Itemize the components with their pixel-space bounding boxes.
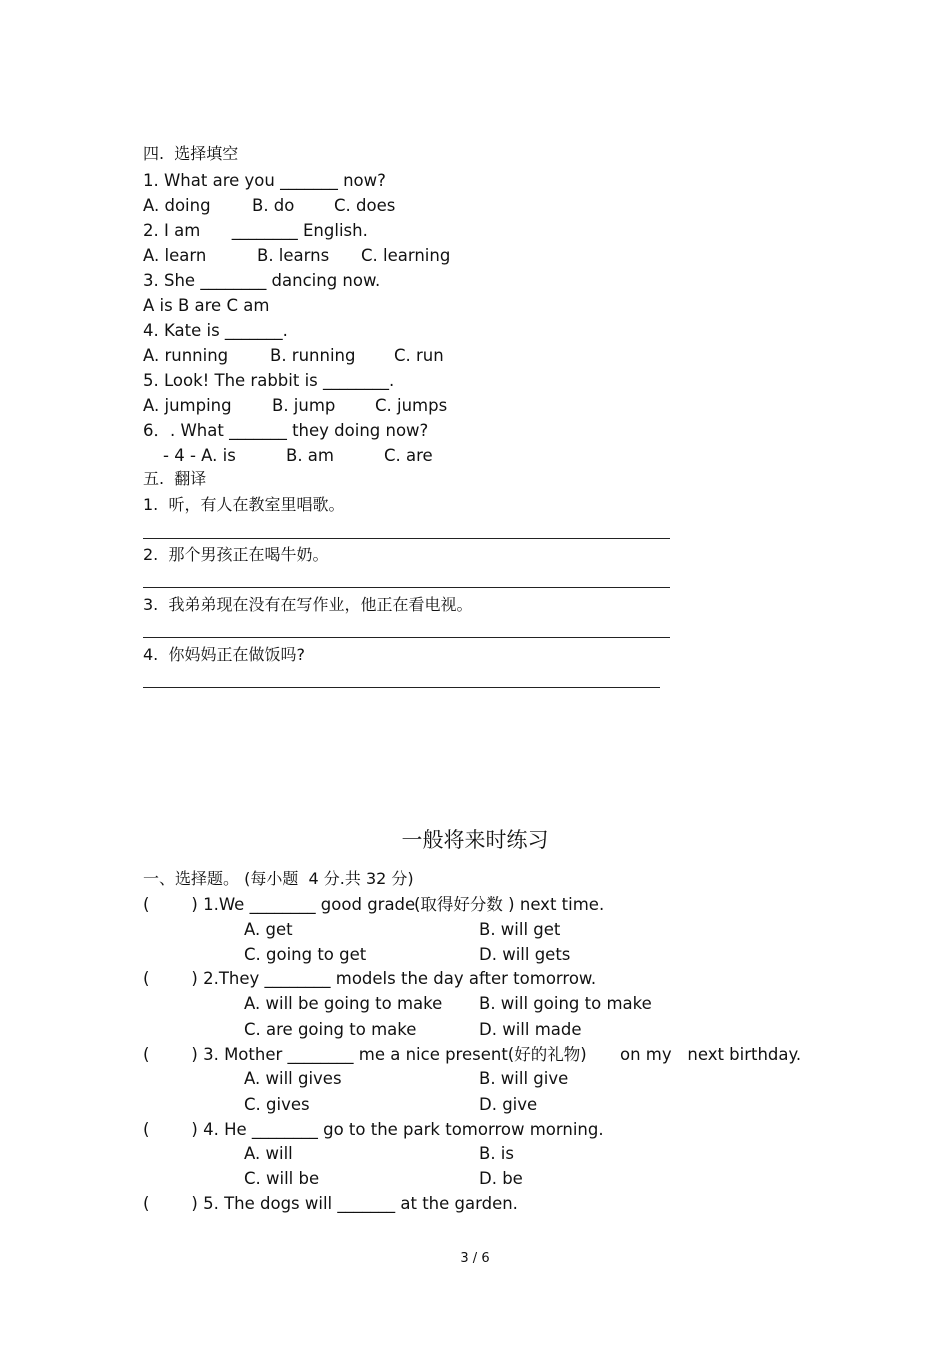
answer-line-1	[143, 538, 670, 539]
fq4-option-b: B. is	[479, 1144, 514, 1163]
fq4-option-a: A. will	[244, 1144, 293, 1163]
q6-option-b: B. am	[286, 446, 334, 465]
fq2-option-a: A. will be going to make	[244, 994, 443, 1013]
q1-option-a: A. doing	[143, 196, 211, 215]
translation-item-1: 1. 听，有人在教室里唱歌。	[143, 495, 345, 514]
fq3-tail: on my next birthday.	[620, 1045, 802, 1064]
fq3-stem: ( ) 3. Mother ________ me a nice present(好的礼物)	[143, 1045, 587, 1064]
translation-item-2: 2. 那个男孩正在喝牛奶。	[143, 545, 329, 564]
q3-stem: 3. She ________ dancing now.	[143, 271, 381, 290]
fq5-stem: ( ) 5. The dogs will _______ at the garden.	[143, 1194, 518, 1213]
fq3-option-a: A. will gives	[244, 1069, 342, 1088]
fq3-option-d: D. give	[479, 1095, 538, 1114]
q4-option-a: A. running	[143, 346, 229, 365]
fq4-stem: ( ) 4. He ________ go to the park tomorrow morning.	[143, 1120, 604, 1139]
q6-stem: 6．. What _______ they doing now?	[143, 421, 429, 440]
translation-item-4: 4. 你妈妈正在做饭吗?	[143, 645, 305, 664]
q5-stem: 5. Look! The rabbit is ________.	[143, 371, 395, 390]
fq4-option-c: C. will be	[244, 1169, 320, 1188]
translation-item-3: 3. 我弟弟现在没有在写作业，他正在看电视。	[143, 595, 473, 614]
q2-stem: 2. I am ________ English.	[143, 221, 368, 240]
fq1-option-d: D. will gets	[479, 945, 571, 964]
fq1-stem: ( ) 1.We ________ good grade	[143, 895, 416, 914]
q4-option-b: B. running	[270, 346, 356, 365]
q2-option-a: A. learn	[143, 246, 207, 265]
q3-options: A is B are C am	[143, 296, 270, 315]
q2-option-b: B. learns	[257, 246, 330, 265]
fq2-stem: ( ) 2.They ________ models the day after tomorrow.	[143, 969, 597, 988]
future-tense-title: 一般将来时练习	[401, 828, 549, 852]
answer-line-3	[143, 637, 670, 638]
section-5-heading: 五. 翻译	[143, 469, 207, 488]
fq3-option-c: C. gives	[244, 1095, 310, 1114]
fq1-option-b: B. will get	[479, 920, 561, 939]
section-4-heading: 四. 选择填空	[143, 144, 239, 163]
q6-option-c: C. are	[384, 446, 433, 465]
q1-stem: 1. What are you _______ now?	[143, 171, 386, 190]
fq3-option-b: B. will give	[479, 1069, 569, 1088]
q1-option-c: C. does	[334, 196, 396, 215]
q1-option-b: B. do	[252, 196, 295, 215]
q5-option-c: C. jumps	[375, 396, 448, 415]
fq1-hint: (取得好分数 ) next time.	[414, 895, 605, 914]
fq1-option-a: A. get	[244, 920, 293, 939]
q4-stem: 4. Kate is _______.	[143, 321, 288, 340]
answer-line-4	[143, 687, 660, 688]
q4-option-c: C. run	[394, 346, 444, 365]
q5-option-b: B. jump	[272, 396, 336, 415]
q6-option-a: - 4 - A. is	[163, 446, 236, 465]
fq2-option-c: C. are going to make	[244, 1020, 417, 1039]
q5-option-a: A. jumping	[143, 396, 232, 415]
fq2-option-d: D. will made	[479, 1020, 582, 1039]
q2-option-c: C. learning	[361, 246, 451, 265]
future-section-heading: 一、选择题。 (每小题 4 分.共 32 分)	[143, 869, 414, 888]
fq2-option-b: B. will going to make	[479, 994, 652, 1013]
answer-line-2	[143, 587, 670, 588]
page-number: 3 / 6	[460, 1251, 490, 1266]
fq4-option-d: D. be	[479, 1169, 523, 1188]
fq1-option-c: C. going to get	[244, 945, 367, 964]
